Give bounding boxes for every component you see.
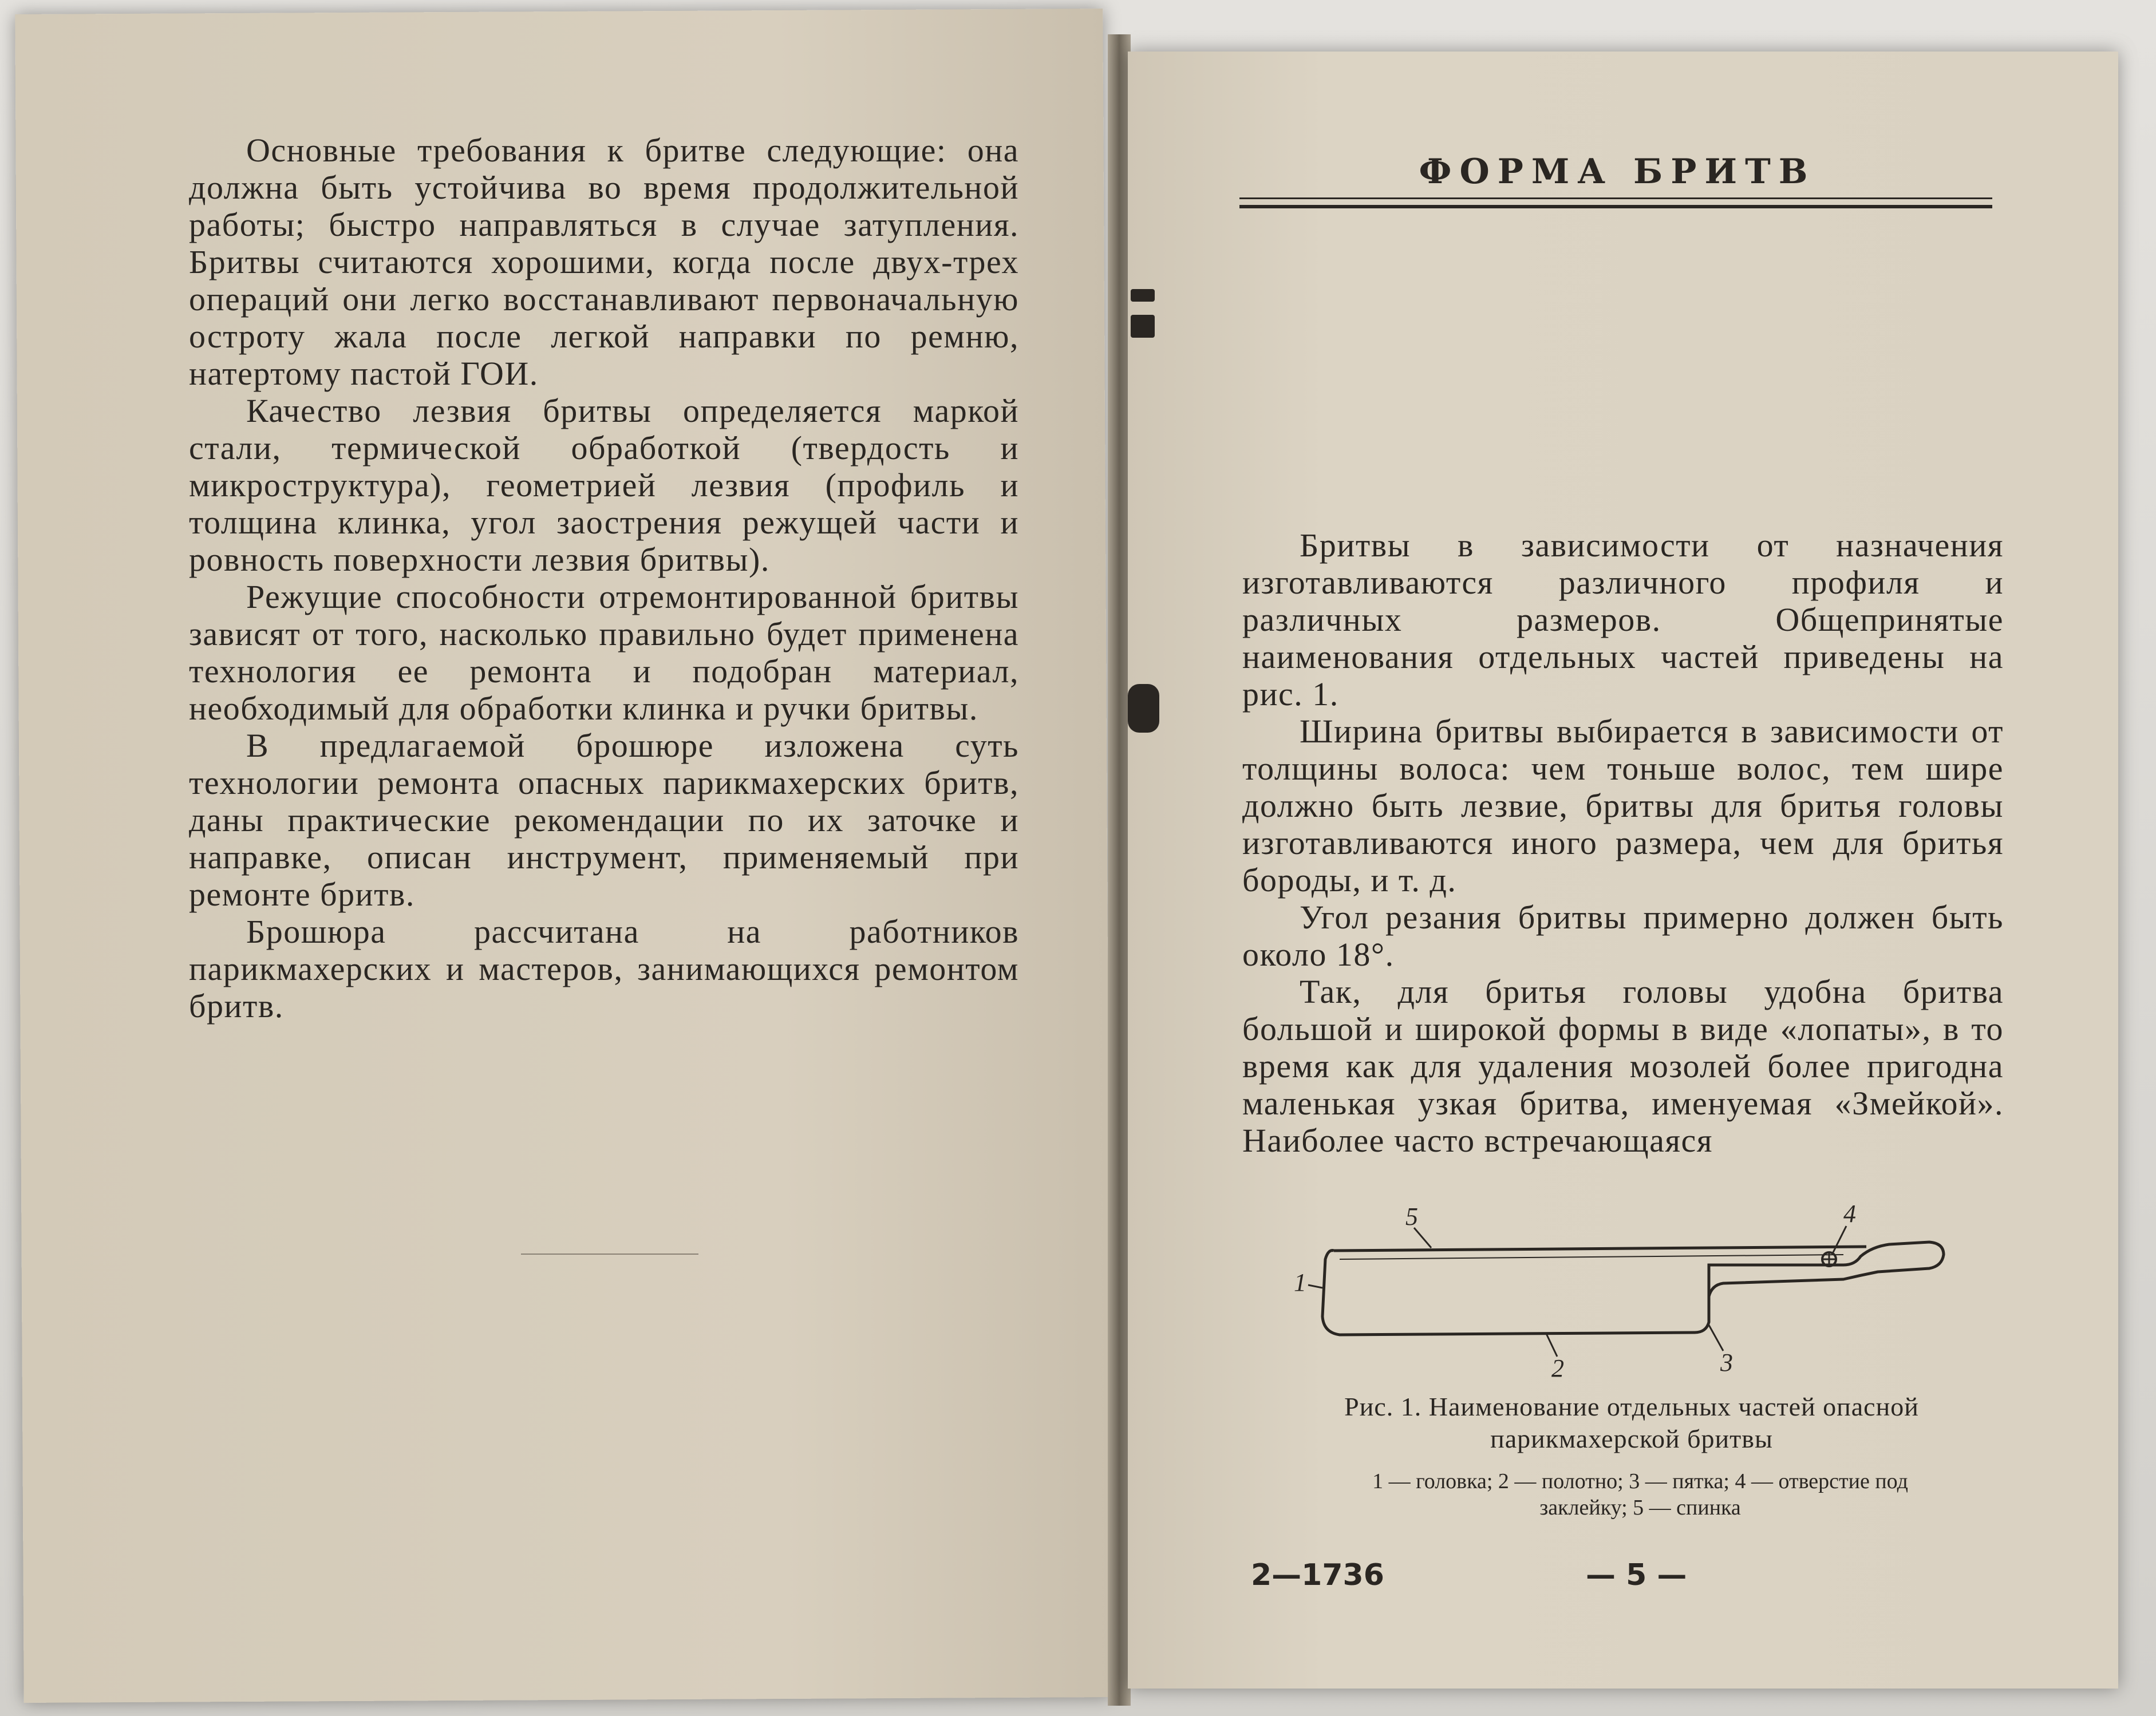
paragraph: Качество лезвия бритвы определяется маркой стали, термической обработкой (твердость и микроструктура), геометрией лезвия (профиль и толщина клинка, угол заострения режущей части и ровность поверхности лезвия бритвы). xyxy=(189,392,1019,578)
paragraph: Режущие способности отремонтированной бритвы зависят от того, насколько правильно будет применена технология ее ремонта и подобран материал, необходимый для обработки клинка и ручки бритвы. xyxy=(189,578,1019,727)
ink-smudge xyxy=(1131,289,1155,302)
ink-smudge xyxy=(1128,684,1159,733)
leader-line xyxy=(1546,1333,1557,1357)
heading-rule-bottom xyxy=(1239,205,1992,208)
book-spine xyxy=(1108,34,1131,1706)
leader-line xyxy=(1833,1226,1846,1252)
paragraph: Угол резания бритвы примерно должен быть около 18°. xyxy=(1242,899,2004,973)
legend-line: заклейку; 5 — спинка xyxy=(1539,1496,1741,1520)
razor-spine-line xyxy=(1334,1247,1866,1251)
label-1: 1 xyxy=(1294,1268,1306,1296)
razor-outline xyxy=(1322,1242,1944,1335)
label-3: 3 xyxy=(1720,1349,1733,1377)
leader-line xyxy=(1709,1325,1723,1351)
paragraph: В предлагаемой брошюре изложена суть технологии ремонта опасных парикмахерских бритв, даны практические рекомендации по их заточке и направке, описан инструмент, применяемый при ремонте бритв. xyxy=(189,727,1019,913)
razor-spine-inner xyxy=(1340,1255,1843,1259)
caption-line: Рис. 1. Наименование отдельных частей опасной xyxy=(1344,1392,1919,1421)
paragraph: Брошюра рассчитана на работников парикмахерских и мастеров, занимающихся ремонтом бритв. xyxy=(189,913,1019,1025)
ink-smudge xyxy=(1131,315,1155,338)
figure-caption xyxy=(1259,1391,2004,1455)
paragraph: Так, для бритья головы удобна бритва большой и широкой формы в виде «лопаты», в то время как для удаления мозолей более пригодна маленькая узкая бритва, именуемая «Змейкой». Наиболее часто встречающаяся xyxy=(1242,973,2004,1159)
caption-line: парикмахерской бритвы xyxy=(1490,1424,1773,1453)
right-page-text xyxy=(1242,527,2004,1159)
label-5: 5 xyxy=(1405,1203,1418,1231)
paragraph: Основные требования к бритве следующие: она должна быть устойчива во время продолжительной работы; быстро направляться в случае затупления. Бритвы считаются хорошими, когда после двух-трех операций они легко восстанавливают первоначальную остроту жала после легкой направки по ремню, натертому пастой ГОИ. xyxy=(189,132,1019,392)
label-4: 4 xyxy=(1843,1200,1856,1228)
section-heading: ФОРМА БРИТВ xyxy=(1419,152,1816,192)
paragraph: Бритвы в зависимости от назначения изготавливаются различного профиля и различных размеров. Общепринятые наименования отдельных частей приведены на рис. 1. xyxy=(1242,527,2004,713)
heading-rule-top xyxy=(1239,197,1992,199)
signature-mark: 2—1736 xyxy=(1251,1558,1384,1592)
label-2: 2 xyxy=(1551,1354,1564,1382)
end-rule xyxy=(521,1254,698,1255)
leader-line xyxy=(1414,1228,1431,1248)
page-number: — 5 — xyxy=(1586,1558,1687,1592)
legend-line: 1 — головка; 2 — полотно; 3 — пятка; 4 — отверстие под xyxy=(1372,1469,1908,1493)
leader-line xyxy=(1308,1285,1322,1288)
paragraph: Ширина бритвы выбирается в зависимости от толщины волоса: чем тоньше волос, тем шире должно быть лезвие, бритвы для бритья головы изготавливаются иного размера, чем для бритья бороды, и т. д. xyxy=(1242,713,2004,899)
left-page-text xyxy=(189,132,1019,1025)
figure-legend xyxy=(1282,1468,1998,1521)
razor-diagram xyxy=(1271,1179,1992,1385)
